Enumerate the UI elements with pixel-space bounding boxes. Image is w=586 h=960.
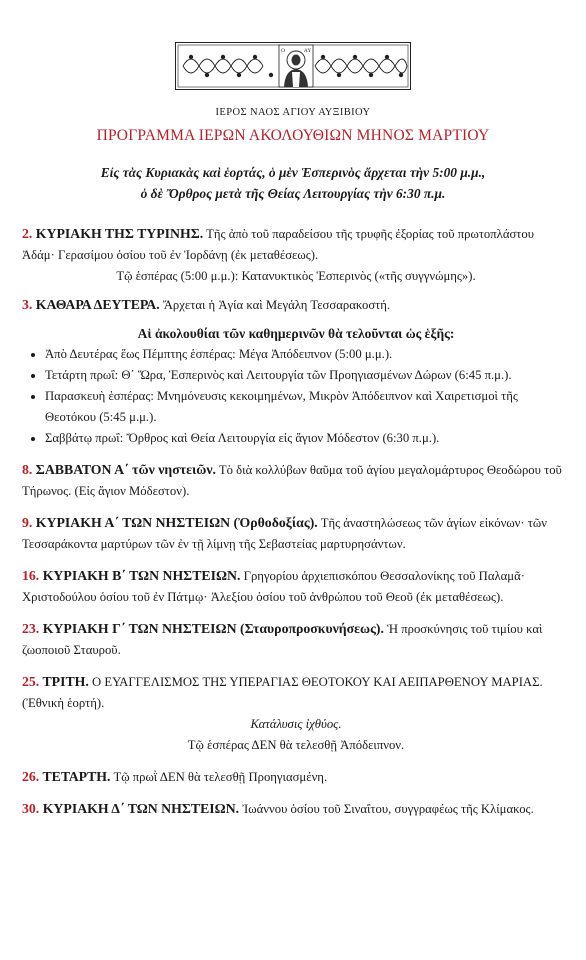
entry-text: Ἰωάννου ὁσίου τοῦ Σιναΐτου, συγγραφέως τῆς Κλίμακος. (239, 802, 534, 816)
church-name: ΙΕΡΟΣ ΝΑΟΣ ΑΓΙΟΥ ΑΥΞΙΒΙΟΥ (215, 107, 371, 118)
entry-text: Ἄρχεται ἡ Ἁγία καὶ Μεγάλη Τεσσαρακοστή. (159, 298, 391, 312)
entry-day: ΚΥΡΙΑΚΗ ΤΗΣ ΤΥΡΙΝΗΣ. (32, 226, 204, 241)
subtitle-line-2: ὁ δὲ Ὄρθρος μετὰ τῆς Θείας Λειτουργίας τὴν 6:30 π.μ. (140, 186, 446, 201)
entry-day: ΣΑΒΒΑΤΟΝ Α΄ τῶν νηστειῶν. (32, 462, 216, 477)
weekday-services-heading: Αἱ ἀκολουθίαι τῶν καθημερινῶν θὰ τελοῦνται ὡς ἑξῆς: (137, 326, 455, 341)
entry-day: ΚΥΡΙΑΚΗ Β΄ ΤΩΝ ΝΗΣΤΕΙΩΝ. (39, 568, 241, 583)
saint-icon-banner (175, 42, 411, 90)
subtitle-line-1: Εἰς τὰς Κυριακὰς καὶ ἑορτάς, ὁ μὲν Ἑσπερινὸς ἄρχεται τὴν 5:00 μ.μ., (100, 165, 486, 180)
entry-text: Τὸ διὰ κολλύβων θαῦμα τοῦ ἁγίου μεγαλομάρτυρος Θεοδώρου τοῦ Τήρωνος. (Εἰς ἅγιον Μόδεστον). (22, 463, 562, 498)
entry-day: ΚΥΡΙΑΚΗ Δ΄ ΤΩΝ ΝΗΣΤΕΙΩΝ. (39, 801, 240, 816)
entry-day: ΚΥΡΙΑΚΗ Γ΄ ΤΩΝ ΝΗΣΤΕΙΩΝ (Σταυροπροσκυνήσεως). (39, 621, 384, 636)
entry-8 (22, 459, 570, 502)
entry-text: Τῆς ἀναστηλώσεως τῶν ἁγίων εἰκόνων· τῶν Τεσσαράκοντα μαρτύρων τῶν ἐν τῇ λίμνῃ τῆς Σεβαστείας μαρτυρησάντων. (22, 516, 547, 551)
entry-text: Ο ΕΥΑΓΓΕΛΙΣΜΟΣ ΤΗΣ ΥΠΕΡΑΓΙΑΣ ΘΕΟΤΟΚΟΥ ΚΑΙ ΑΕΙΠΑΡΘΕΝΟΥ ΜΑΡΙΑΣ. (Ἐθνικὴ ἑορτή). (22, 675, 543, 710)
list-item: • Τετάρτη πρωΐ: Θ΄ Ὥρα, Ἑσπερινὸς καὶ Λειτουργία τῶν Προηγιασμένων Δώρων (6:45 π.μ.). (45, 365, 570, 386)
schedule-body (22, 223, 570, 820)
entry-3 (22, 294, 570, 316)
entry-2-evening: Τῷ ἑσπέρας (5:00 μ.μ.): Κατανυκτικὸς Ἑσπερινὸς («τῆς συγγνώμης»). (116, 269, 476, 283)
entry-30 (22, 798, 570, 820)
entry-day: ΤΕΤΑΡΤΗ. (39, 769, 111, 784)
entry-25-note-evening: Τῷ ἑσπέρας ΔΕΝ θὰ τελεσθῇ Ἀπόδειπνον. (187, 738, 405, 752)
list-item: • Παρασκευὴ ἑσπέρας: Μνημόνευσις κεκοιμημένων, Μικρὸν Ἀπόδειπνον καὶ Χαιρετισμοὶ τῆς Θεοτόκου (5:45 μ.μ.). (45, 386, 570, 428)
entry-text: Ἡ προσκύνησις τοῦ τιμίου καὶ ζωοποιοῦ Σταυροῦ. (22, 622, 543, 657)
entry-date: 9. (22, 515, 33, 530)
entry-25 (22, 671, 570, 714)
entry-text: Τῆς ἀπὸ τοῦ παραδείσου τῆς τρυφῆς ἐξορίας τοῦ πρωτοπλάστου Ἀδάμ· Γερασίμου ὁσίου τοῦ ἐν Ἰορδάνῃ (ἐκ μεταθέσεως). (22, 227, 535, 262)
entry-text: Γρηγορίου ἀρχιεπισκόπου Θεσσαλονίκης τοῦ Παλαμᾶ· Χριστοδούλου ὁσίου τοῦ ἐν Πάτμῳ· Ἀλεξίου ὁσίου τοῦ ἀνθρώπου τοῦ Θεοῦ (ἐκ μεταθέσεως). (22, 569, 525, 604)
entry-date: 3. (22, 297, 33, 312)
entry-text: Τῷ πρωῒ ΔΕΝ θὰ τελεσθῇ Προηγιασμένη. (110, 770, 328, 784)
entry-date: 2. (22, 226, 33, 241)
entry-25-note-fish: Κατάλυσις ἰχθύος. (250, 717, 342, 731)
entry-23 (22, 618, 570, 661)
entry-day: ΚΑΘΑΡΑ ΔΕΥΤΕΡΑ. (32, 297, 160, 312)
svg-text:Ο: Ο (281, 48, 286, 54)
entry-9 (22, 512, 570, 555)
entry-day: ΤΡΙΤΗ. (39, 674, 89, 689)
entry-date: 16. (22, 568, 40, 583)
page-title: ΠΡΟΓΡΑΜΜΑ ΙΕΡΩΝ ΑΚΟΛΟΥΘΙΩΝ ΜΗΝΟΣ ΜΑΡΤΙΟΥ (96, 127, 490, 144)
weekday-services-list (22, 344, 570, 449)
entry-date: 8. (22, 462, 33, 477)
list-item: • Ἀπὸ Δευτέρας ἕως Πέμπτης ἑσπέρας: Μέγα Ἀπόδειπνον (5:00 μ.μ.). (45, 344, 570, 365)
entry-16 (22, 565, 570, 608)
entry-date: 23. (22, 621, 40, 636)
entry-2 (22, 223, 570, 266)
entry-date: 30. (22, 801, 40, 816)
entry-date: 26. (22, 769, 40, 784)
svg-text:ΑΥ: ΑΥ (304, 48, 311, 54)
entry-date: 25. (22, 674, 40, 689)
entry-day: ΚΥΡΙΑΚΗ Α΄ ΤΩΝ ΝΗΣΤΕΙΩΝ (Ὀρθοδοξίας). (32, 515, 318, 530)
entry-26 (22, 766, 570, 788)
list-item: • Σαββάτῳ πρωΐ: Ὄρθρος καὶ Θεία Λειτουργία εἰς ἅγιον Μόδεστον (6:30 π.μ.). (45, 428, 570, 449)
